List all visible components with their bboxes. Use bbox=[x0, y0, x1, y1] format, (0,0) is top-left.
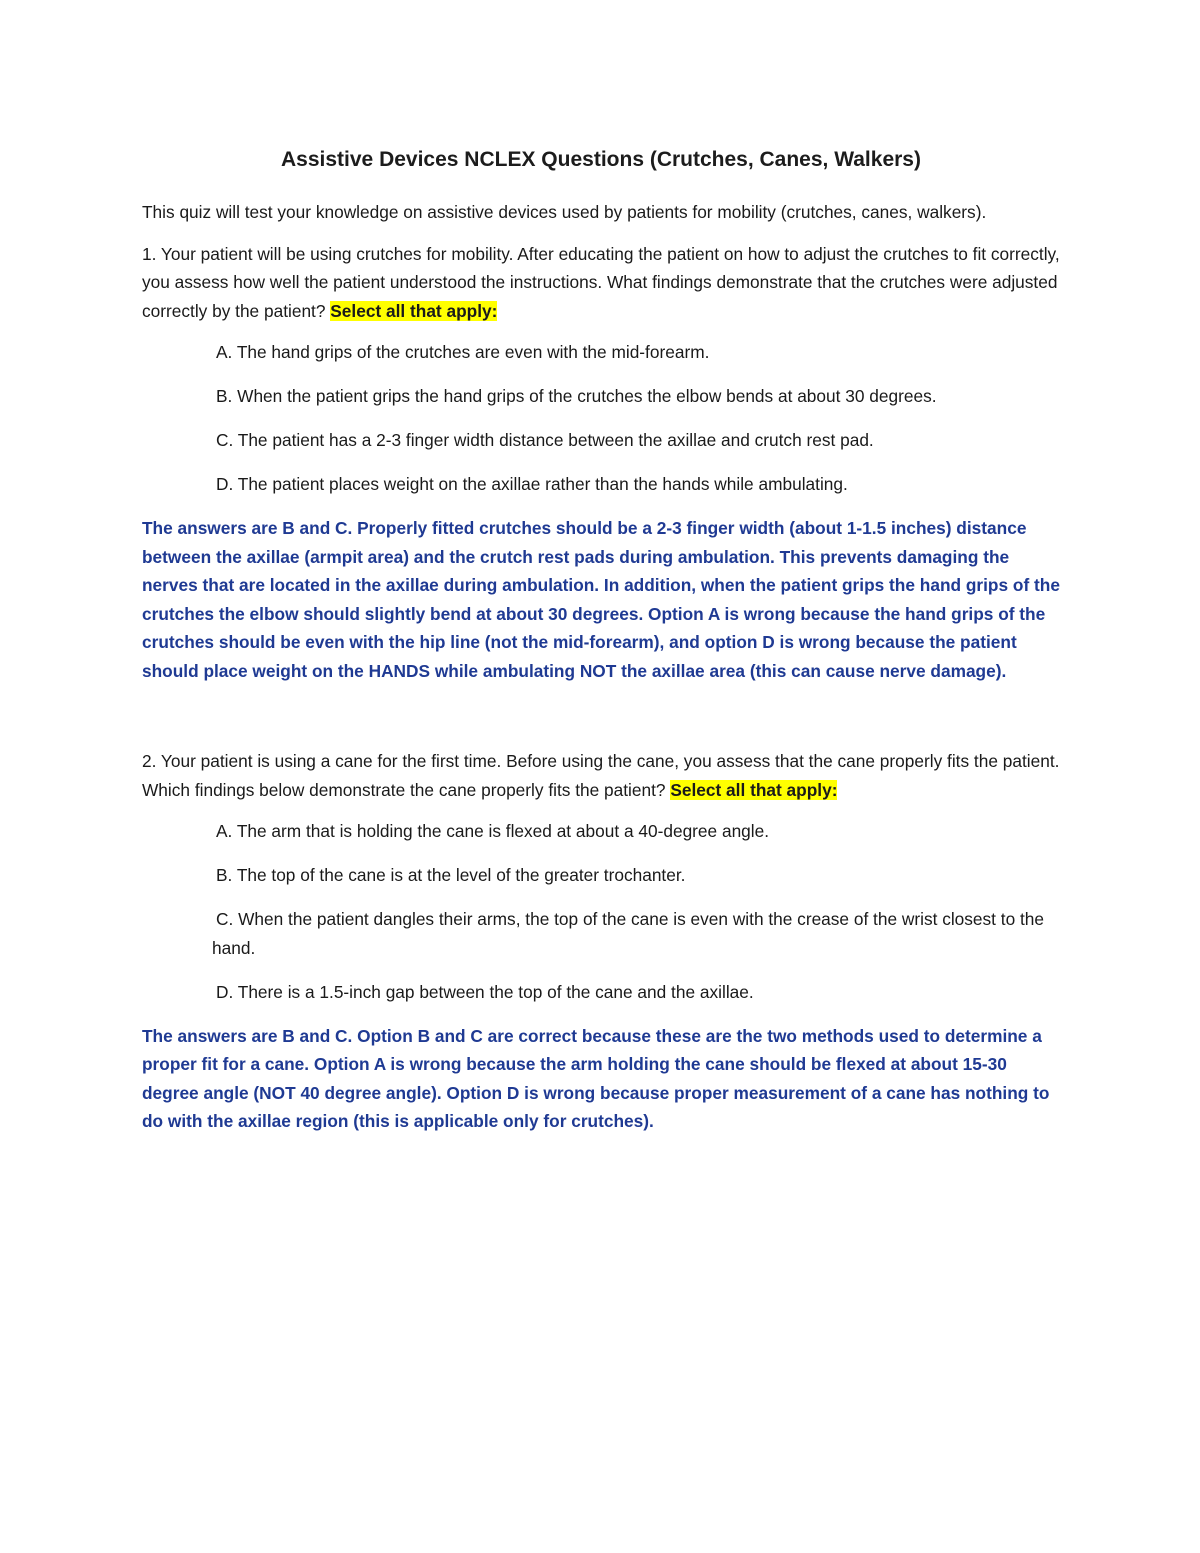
option-text: When the patient dangles their arms, the top of the cane is even with the crease of the wrist closest to the hand. bbox=[212, 909, 1045, 958]
question-2-text: Your patient is using a cane for the first time. Before using the cane, you assess that the cane properly fits the patient. Which findings below demonstrate the cane properly fits the patient? bbox=[142, 751, 1060, 800]
question-1 bbox=[142, 240, 1060, 326]
question-1-option-b bbox=[142, 382, 1060, 411]
option-text: The patient places weight on the axillae rather than the hands while ambulating. bbox=[233, 474, 848, 494]
question-2-option-c bbox=[142, 905, 1060, 962]
option-letter: D. bbox=[216, 981, 234, 1002]
option-text: The arm that is holding the cane is flexed at about a 40-degree angle. bbox=[232, 821, 770, 841]
question-2-options bbox=[142, 817, 1060, 1006]
option-text: When the patient grips the hand grips of the crutches the elbow bends at about 30 degrees. bbox=[232, 386, 937, 406]
question-2-select-all-highlight: Select all that apply: bbox=[670, 779, 838, 800]
question-1-options bbox=[142, 338, 1060, 499]
question-2-option-d bbox=[142, 978, 1060, 1007]
question-2 bbox=[142, 747, 1060, 804]
option-letter: A. bbox=[216, 342, 233, 362]
question-2-answer-explanation: The answers are B and C. Option B and C are correct because these are the two methods used to determine a proper fit for a cane. Option A is wrong because the arm holding the cane should be flexed at about 15-30 degree angle (NOT 40 degree angle). Option D is wrong because proper measurement of a cane has nothing to do with the axillae region (this is applicable only for crutches). bbox=[142, 1025, 1050, 1131]
option-text: The top of the cane is at the level of the greater trochanter. bbox=[232, 865, 686, 885]
question-1-answer-explanation: The answers are B and C. Properly fitted crutches should be a 2-3 finger width (about 1-1.5 inches) distance between the axillae (armpit area) and the crutch rest pads during ambulation. This prevents damaging the nerves that are located in the axillae during ambulation. In addition, when the patient grips the hand grips of the crutches the elbow should slightly bend at about 30 degrees. Option A is wrong because the hand grips of the crutches should be even with the hip line (not the mid-forearm), and option D is wrong because the patient should place weight on the HANDS while ambulating NOT the axillae area (this can cause nerve damage). bbox=[142, 518, 1060, 681]
document-title: Assistive Devices NCLEX Questions (Crutches, Canes, Walkers) bbox=[281, 148, 921, 171]
question-1-number: 1. bbox=[142, 243, 157, 264]
section-spacer bbox=[142, 685, 1060, 747]
question-1-select-all-highlight: Select all that apply: bbox=[330, 300, 498, 321]
intro-paragraph: This quiz will test your knowledge on assistive devices used by patients for mobility (crutches, canes, walkers). bbox=[142, 202, 987, 222]
option-letter: C. bbox=[216, 909, 234, 929]
option-letter: A. bbox=[216, 821, 233, 841]
option-letter: D. bbox=[216, 474, 234, 494]
question-2-option-a bbox=[142, 817, 1060, 846]
option-letter: C. bbox=[216, 430, 234, 450]
option-text: The patient has a 2-3 finger width distance between the axillae and crutch rest pad. bbox=[233, 430, 874, 450]
question-2-option-b bbox=[142, 861, 1060, 890]
option-letter: B. bbox=[216, 386, 233, 406]
option-text: The hand grips of the crutches are even with the mid-forearm. bbox=[232, 342, 710, 362]
question-1-option-c bbox=[142, 426, 1060, 455]
question-1-option-a bbox=[142, 338, 1060, 367]
option-letter: B. bbox=[216, 865, 233, 885]
question-2-number: 2. bbox=[142, 751, 157, 771]
question-1-option-d bbox=[142, 470, 1060, 499]
question-1-text: Your patient will be using crutches for mobility. After educating the patient on how to adjust the crutches to fit correctly, you assess how well the patient understood the instructions. What findings demonstrate that the crutches were adjusted correctly by the patient? bbox=[142, 243, 1060, 321]
option-text: There is a 1.5-inch gap between the top of the cane and the axillae. bbox=[233, 981, 754, 1002]
